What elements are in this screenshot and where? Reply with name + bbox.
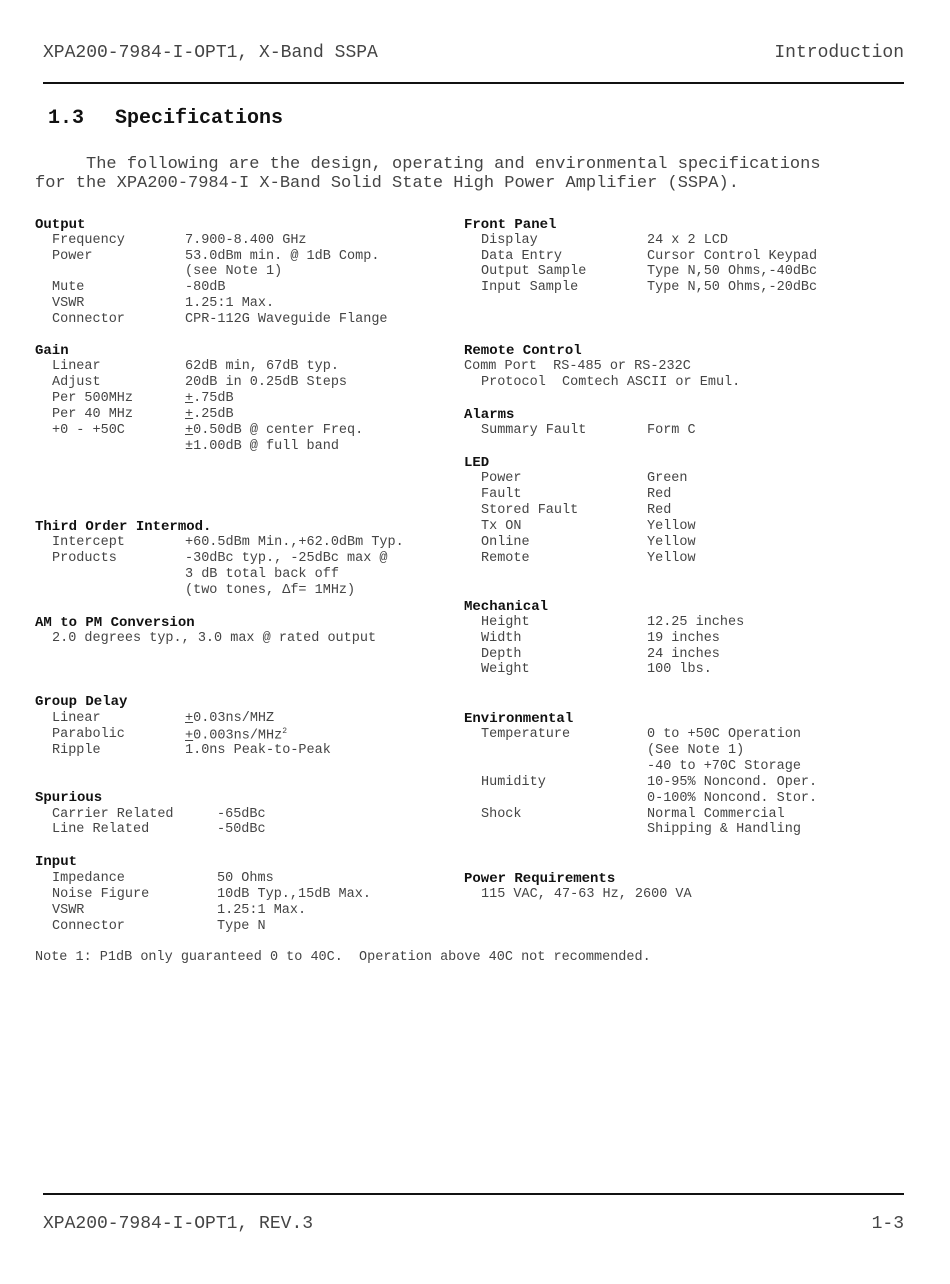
gain-per40-value: [185, 407, 234, 422]
intermod-products-label: Products: [52, 551, 117, 566]
plus-minus-sign: +: [185, 391, 194, 406]
environmental-shock-label: Shock: [481, 807, 522, 822]
alarms-summary-label: Summary Fault: [481, 423, 587, 438]
plus-minus-sign: +: [185, 711, 194, 726]
mechanical-depth-label: Depth: [481, 647, 522, 662]
group-delay-parabolic-text: 0.003ns/MHz: [193, 728, 283, 744]
footer-doc-id: XPA200-7984-I-OPT1, REV.3: [43, 1214, 314, 1234]
mechanical-height-label: Height: [481, 615, 530, 630]
led-tx-label: Tx ON: [481, 519, 522, 534]
front-panel-display-value: 24 x 2 LCD: [647, 233, 729, 248]
output-power-value: 53.0dBm min. @ 1dB Comp.: [185, 249, 380, 264]
environmental-temp-value-3: -40 to +70C Storage: [647, 759, 801, 774]
intermod-products-value-3: (two tones, Δf= 1MHz): [185, 583, 356, 598]
ampm-value: 2.0 degrees typ., 3.0 max @ rated output: [52, 631, 377, 646]
input-vswr-label: VSWR: [52, 903, 85, 918]
led-power-value: Green: [647, 471, 688, 486]
mechanical-depth-value: 24 inches: [647, 647, 720, 662]
intermod-intercept-label: Intercept: [52, 535, 125, 550]
mechanical-title: Mechanical: [464, 599, 549, 615]
gain-per500-value: [185, 391, 234, 406]
led-title: LED: [464, 455, 490, 471]
led-online-label: Online: [481, 535, 530, 550]
spurious-line-label: Line Related: [52, 822, 150, 837]
output-mute-value: -80dB: [185, 280, 226, 295]
superscript: 2: [282, 727, 288, 736]
output-mute-label: Mute: [52, 280, 85, 295]
intermod-intercept-value: +60.5dBm Min.,+62.0dBm Typ.: [185, 535, 404, 550]
intro-line-1: The following are the design, operating and environmental specifications: [35, 155, 821, 174]
environmental-title: Environmental: [464, 711, 574, 727]
gain-adjust-label: Adjust: [52, 375, 101, 390]
remote-comm-line: Comm Port RS-485 or RS-232C: [464, 359, 691, 374]
front-panel-display-label: Display: [481, 233, 538, 248]
input-vswr-value: 1.25:1 Max.: [217, 903, 307, 918]
intermod-products-value-2: 3 dB total back off: [185, 567, 339, 582]
output-vswr-value: 1.25:1 Max.: [185, 296, 275, 311]
note-1: Note 1: P1dB only guaranteed 0 to 40C. Operation above 40C not recommended.: [35, 950, 651, 965]
gain-temp-value-1: [185, 423, 363, 438]
group-delay-parabolic-value: [185, 727, 287, 744]
front-panel-entry-label: Data Entry: [481, 249, 563, 264]
led-fault-value: Red: [647, 487, 672, 502]
intermod-title: Third Order Intermod.: [35, 519, 212, 535]
front-panel-outsample-value: Type N,50 Ohms,-40dBc: [647, 264, 818, 279]
power-req-title: Power Requirements: [464, 871, 616, 887]
mechanical-width-value: 19 inches: [647, 631, 720, 646]
plus-minus-sign: +: [185, 728, 194, 744]
gain-per40-text: .25dB: [193, 407, 234, 422]
mechanical-width-label: Width: [481, 631, 522, 646]
header-rule: [43, 82, 904, 84]
environmental-humidity-value-2: 0-100% Noncond. Stor.: [647, 791, 818, 806]
alarms-title: Alarms: [464, 407, 515, 423]
input-noise-label: Noise Figure: [52, 887, 150, 902]
group-delay-linear-label: Linear: [52, 711, 101, 726]
spurious-title: Spurious: [35, 790, 103, 806]
group-delay-title: Group Delay: [35, 694, 128, 710]
environmental-shock-value-2: Shipping & Handling: [647, 822, 801, 837]
input-title: Input: [35, 854, 78, 870]
environmental-temp-value-1: 0 to +50C Operation: [647, 727, 801, 742]
remote-protocol-line: Protocol Comtech ASCII or Emul.: [481, 375, 741, 390]
environmental-shock-value-1: Normal Commercial: [647, 807, 785, 822]
intermod-products-value-1: -30dBc typ., -25dBc max @: [185, 551, 388, 566]
front-panel-insample-value: Type N,50 Ohms,-20dBc: [647, 280, 818, 295]
output-power-label: Power: [52, 249, 93, 264]
led-fault-label: Fault: [481, 487, 522, 502]
led-online-value: Yellow: [647, 535, 696, 550]
input-impedance-value: 50 Ohms: [217, 871, 274, 886]
footer-page-number: 1-3: [871, 1214, 904, 1234]
mechanical-height-value: 12.25 inches: [647, 615, 745, 630]
gain-linear-value: 62dB min, 67dB typ.: [185, 359, 339, 374]
input-impedance-label: Impedance: [52, 871, 125, 886]
led-stored-value: Red: [647, 503, 672, 518]
gain-linear-label: Linear: [52, 359, 101, 374]
header-title: XPA200-7984-I-OPT1, X-Band SSPA: [43, 43, 378, 63]
group-delay-linear-text: 0.03ns/MHZ: [193, 711, 275, 726]
input-noise-value: 10dB Typ.,15dB Max.: [217, 887, 371, 902]
gain-per40-label: Per 40 MHz: [52, 407, 134, 422]
gain-adjust-value: 20dB in 0.25dB Steps: [185, 375, 348, 390]
led-remote-label: Remote: [481, 551, 530, 566]
front-panel-title: Front Panel: [464, 217, 557, 233]
output-title: Output: [35, 217, 86, 233]
output-connector-value: CPR-112G Waveguide Flange: [185, 312, 388, 327]
header-chapter: Introduction: [774, 43, 904, 63]
front-panel-entry-value: Cursor Control Keypad: [647, 249, 818, 264]
group-delay-ripple-value: 1.0ns Peak-to-Peak: [185, 743, 331, 758]
ampm-title: AM to PM Conversion: [35, 615, 195, 631]
intro-line-2: for the XPA200-7984-I X-Band Solid State High Power Amplifier (SSPA).: [35, 174, 739, 193]
output-connector-label: Connector: [52, 312, 125, 327]
environmental-temp-value-2: (See Note 1): [647, 743, 745, 758]
led-remote-value: Yellow: [647, 551, 696, 566]
remote-title: Remote Control: [464, 343, 582, 359]
section-number: 1.3: [48, 107, 85, 130]
environmental-humidity-value-1: 10-95% Noncond. Oper.: [647, 775, 818, 790]
led-stored-label: Stored Fault: [481, 503, 579, 518]
group-delay-linear-value: [185, 711, 274, 726]
section-title: Specifications: [115, 107, 284, 130]
front-panel-insample-label: Input Sample: [481, 280, 579, 295]
input-connector-value: Type N: [217, 919, 266, 934]
output-vswr-label: VSWR: [52, 296, 85, 311]
gain-temp-label: +0 - +50C: [52, 423, 125, 438]
plus-minus-sign: +: [185, 423, 194, 438]
mechanical-weight-label: Weight: [481, 662, 530, 677]
plus-minus-sign: +: [185, 407, 194, 422]
mechanical-weight-value: 100 lbs.: [647, 662, 712, 677]
group-delay-ripple-label: Ripple: [52, 743, 101, 758]
environmental-temp-label: Temperature: [481, 727, 571, 742]
output-frequency-label: Frequency: [52, 233, 125, 248]
group-delay-parabolic-label: Parabolic: [52, 727, 125, 742]
output-power-note: (see Note 1): [185, 264, 283, 279]
alarms-summary-value: Form C: [647, 423, 696, 438]
gain-per500-text: .75dB: [193, 391, 234, 406]
spurious-carrier-label: Carrier Related: [52, 807, 174, 822]
input-connector-label: Connector: [52, 919, 125, 934]
front-panel-outsample-label: Output Sample: [481, 264, 587, 279]
gain-per500-label: Per 500MHz: [52, 391, 134, 406]
gain-temp-value-2: ±1.00dB @ full band: [185, 439, 339, 454]
footer-rule: [43, 1193, 904, 1195]
power-req-value: 115 VAC, 47-63 Hz, 2600 VA: [481, 887, 692, 902]
gain-temp-text-1: 0.50dB @ center Freq.: [193, 423, 364, 438]
led-power-label: Power: [481, 471, 522, 486]
gain-title: Gain: [35, 343, 69, 359]
spurious-line-value: -50dBc: [217, 822, 266, 837]
led-tx-value: Yellow: [647, 519, 696, 534]
environmental-humidity-label: Humidity: [481, 775, 546, 790]
spurious-carrier-value: -65dBc: [217, 807, 266, 822]
output-frequency-value: 7.900-8.400 GHz: [185, 233, 307, 248]
